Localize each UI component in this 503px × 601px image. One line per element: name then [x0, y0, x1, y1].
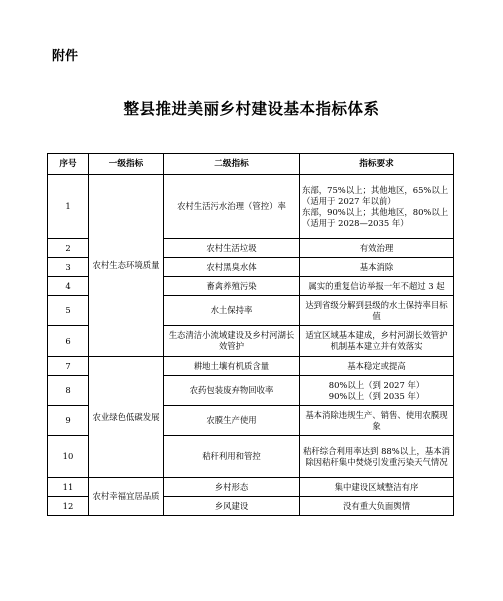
table-header-row [48, 154, 454, 175]
row-requirement: 有效治理 [300, 239, 454, 258]
group-cell: 农村生态环境质量 [89, 175, 164, 357]
row-indicator: 农药包装废弃物回收率 [164, 376, 300, 406]
group-cell: 农业绿色低碳发展 [89, 357, 164, 478]
row-requirement: 基本消除违规生产、销售、使用农膜现象 [300, 406, 454, 436]
row-no: 11 [48, 478, 89, 497]
row-requirement: 东部，75%以上；其他地区，65%以上（适用于 2027 年以前） 东部，90%以上；其他地区，80%以上（适用于 2028—2035 年） [300, 175, 454, 239]
row-no: 10 [48, 436, 89, 478]
row-indicator: 农膜生产使用 [164, 406, 300, 436]
col-header-no: 序号 [48, 154, 89, 175]
col-header-requirement: 指标要求 [300, 154, 454, 175]
attachment-label: 附件 [52, 49, 79, 64]
col-header-level1: 一级指标 [89, 154, 164, 175]
row-requirement: 基本消除 [300, 258, 454, 277]
table-row [48, 357, 454, 376]
row-requirement: 集中建设区域整洁有序 [300, 478, 454, 497]
row-indicator: 乡风建设 [164, 497, 300, 516]
row-requirement: 属实的重复信访举报一年不超过 3 起 [300, 277, 454, 296]
row-requirement: 没有重大负面舆情 [300, 497, 454, 516]
row-no: 9 [48, 406, 89, 436]
row-no: 7 [48, 357, 89, 376]
row-no: 6 [48, 326, 89, 357]
table-row [48, 175, 454, 239]
row-indicator: 乡村形态 [164, 478, 300, 497]
page-title: 整县推进美丽乡村建设基本指标体系 [123, 100, 380, 118]
row-indicator: 农村生活垃圾 [164, 239, 300, 258]
row-no: 4 [48, 277, 89, 296]
row-indicator: 耕地土壤有机质含量 [164, 357, 300, 376]
group-cell: 农村幸福宜居品质 [89, 478, 164, 516]
row-no: 1 [48, 175, 89, 239]
row-no: 5 [48, 296, 89, 326]
row-no: 2 [48, 239, 89, 258]
row-no: 8 [48, 376, 89, 406]
row-indicator: 秸秆利用和管控 [164, 436, 300, 478]
table-row [48, 478, 454, 497]
row-no: 12 [48, 497, 89, 516]
row-requirement: 基本稳定或提高 [300, 357, 454, 376]
row-indicator: 农村黑臭水体 [164, 258, 300, 277]
row-indicator: 畜禽养殖污染 [164, 277, 300, 296]
row-requirement: 秸秆综合利用率达到 88%以上，基本消除因秸秆集中焚烧引发重污染天气情况 [300, 436, 454, 478]
row-requirement: 适宜区域基本建成，乡村河湖长效管护机制基本建立并有效落实 [300, 326, 454, 357]
col-header-level2: 二级指标 [164, 154, 300, 175]
row-no: 3 [48, 258, 89, 277]
row-indicator: 农村生活污水治理（管控）率 [164, 175, 300, 239]
row-requirement: 达到省级分解到县级的水土保持率目标值 [300, 296, 454, 326]
indicator-table [47, 153, 454, 516]
row-requirement: 80%以上（到 2027 年） 90%以上（到 2035 年） [300, 376, 454, 406]
row-indicator: 水土保持率 [164, 296, 300, 326]
row-indicator: 生态清洁小流域建设及乡村河湖长效管护 [164, 326, 300, 357]
